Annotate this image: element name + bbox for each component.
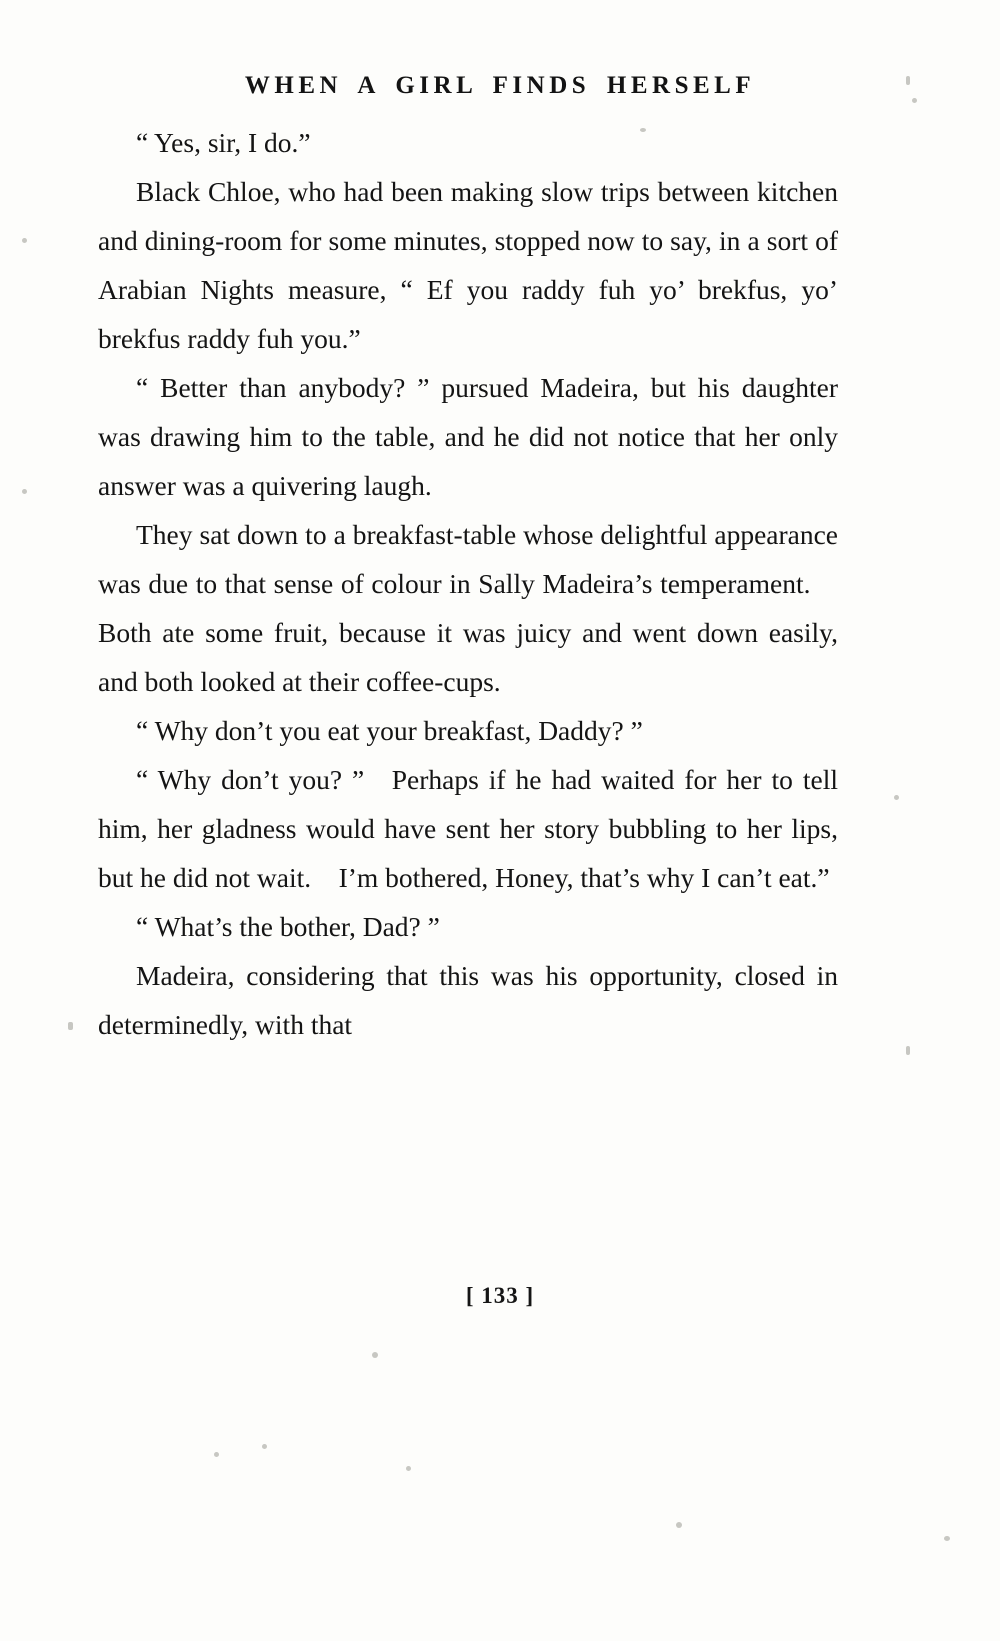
print-speck <box>912 98 917 103</box>
print-speck <box>214 1452 219 1457</box>
print-speck <box>906 76 910 85</box>
paragraph: “ What’s the bother, Dad? ” <box>136 911 440 942</box>
page-number: [ 133 ] <box>465 1283 535 1308</box>
print-speck <box>944 1536 950 1541</box>
print-speck <box>372 1352 378 1358</box>
print-speck <box>640 128 646 132</box>
body-text <box>98 118 838 1049</box>
paragraph: “ Yes, sir, I do.” <box>136 127 311 158</box>
print-speck <box>676 1522 682 1528</box>
print-speck <box>262 1444 267 1449</box>
paragraph: “ Why don’t you? ” Perhaps if he had waited for her to tell him, her gladness would have sent her story bubbling to her lips, but he did not wait. I’m bothered, Honey, that’s why I can’t eat.” <box>98 764 838 893</box>
paragraph: “ Why don’t you eat your breakfast, Daddy? ” <box>136 715 643 746</box>
print-speck <box>894 795 899 800</box>
print-speck <box>906 1046 910 1055</box>
print-speck <box>22 489 27 494</box>
paragraph: Black Chloe, who had been making slow trips between kitchen and dining-room for some minutes, stopped now to say, in a sort of Arabian Nights measure, “ Ef you raddy fuh yo’ brekfus, yo’ brekfus raddy fuh you.” <box>98 176 838 354</box>
paragraph: “ Better than anybody? ” pursued Madeira, but his daughter was drawing him to the table, and he did not notice that her only answer was a quivering laugh. <box>98 372 838 501</box>
print-speck <box>406 1466 411 1471</box>
running-head: WHEN A GIRL FINDS HERSELF <box>244 72 756 99</box>
paragraph: Madeira, considering that this was his opportunity, closed in determinedly, with that <box>98 960 838 1040</box>
print-speck <box>68 1022 73 1030</box>
paragraph: They sat down to a breakfast-table whose delightful appearance was due to that sense of colour in Sally Madeira’s temperament. Both ate some fruit, because it was juicy and went down easily, and both looked at their coffee-cups. <box>98 519 838 697</box>
print-speck <box>22 238 27 243</box>
